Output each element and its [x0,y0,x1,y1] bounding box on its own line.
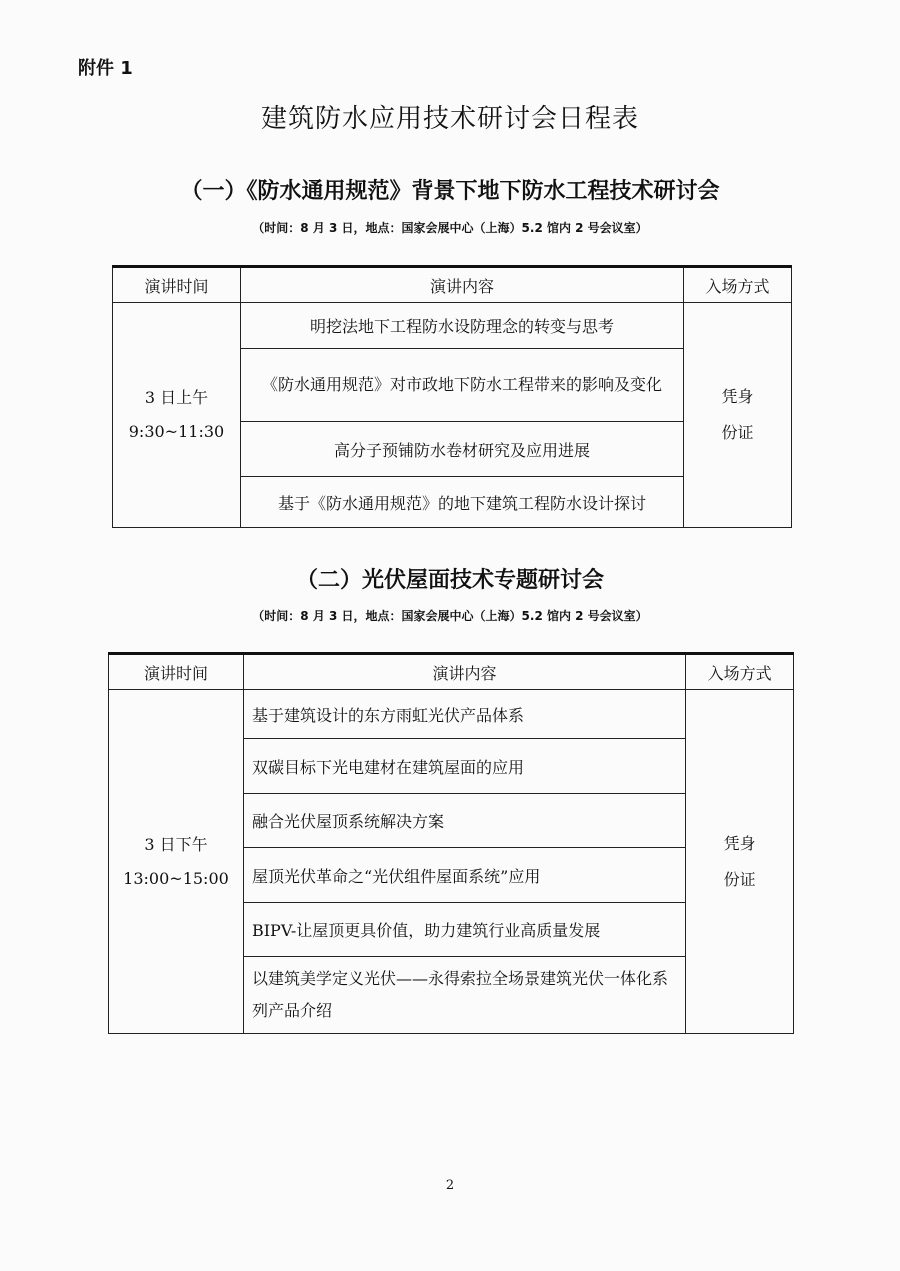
page-title: 建筑防水应用技术研讨会日程表 [260,104,639,134]
session-1-table [112,265,792,528]
talk-title: BIPV-让屋顶更具价值，助力建筑行业高质量发展 [243,903,685,957]
session-time-cell [113,303,241,528]
table-header-row [109,654,794,690]
session-time: 9:30~11:30 [128,422,225,441]
entry-mode-cell [684,303,792,528]
session-time: 13:00~15:00 [123,868,229,888]
page-number: 2 [445,1178,455,1193]
header-content: 演讲内容 [243,654,685,690]
session-1-note: （时间：8 月 3 日，地点：国家会展中心（上海）5.2 馆内 2 号会议室） [252,221,648,235]
entry-mode-cell [686,690,794,1034]
header-time: 演讲时间 [109,654,244,690]
session-2-note: （时间：8 月 3 日，地点：国家会展中心（上海）5.2 馆内 2 号会议室） [252,609,648,623]
header-time: 演讲时间 [113,267,241,303]
session-1-title: （一）《防水通用规范》背景下地下防水工程技术研讨会 [180,179,720,204]
header-content: 演讲内容 [240,267,683,303]
table-row [109,690,794,739]
talk-title: 明挖法地下工程防水设防理念的转变与思考 [240,303,683,349]
session-2-title: （二）光伏屋面技术专题研讨会 [295,568,604,593]
talk-title: 屋顶光伏革命之“光伏组件屋面系统”应用 [243,848,685,903]
header-entry: 入场方式 [684,267,792,303]
entry-line-1: 凭身 [723,833,756,853]
entry-line-2: 份证 [723,869,756,889]
entry-line-1: 凭身 [721,387,754,406]
header-entry: 入场方式 [686,654,794,690]
entry-line-2: 份证 [721,423,754,442]
session-day: 3 日下午 [144,834,208,854]
session-2-table [108,652,794,1034]
talk-title: 双碳目标下光电建材在建筑屋面的应用 [243,739,685,794]
attachment-label: 附件 1 [78,58,133,79]
session-day: 3 日上午 [144,388,209,407]
talk-title: 以建筑美学定义光伏——永得索拉全场景建筑光伏一体化系列产品介绍 [243,957,685,1034]
session-time-cell [109,690,244,1034]
talk-title: 基于建筑设计的东方雨虹光伏产品体系 [243,690,685,739]
table-row [113,303,792,349]
table-header-row [113,267,792,303]
talk-title: 《防水通用规范》对市政地下防水工程带来的影响及变化 [240,349,683,422]
talk-title: 融合光伏屋顶系统解决方案 [243,794,685,848]
talk-title: 基于《防水通用规范》的地下建筑工程防水设计探讨 [240,477,683,528]
talk-title: 高分子预铺防水卷材研究及应用进展 [240,422,683,477]
